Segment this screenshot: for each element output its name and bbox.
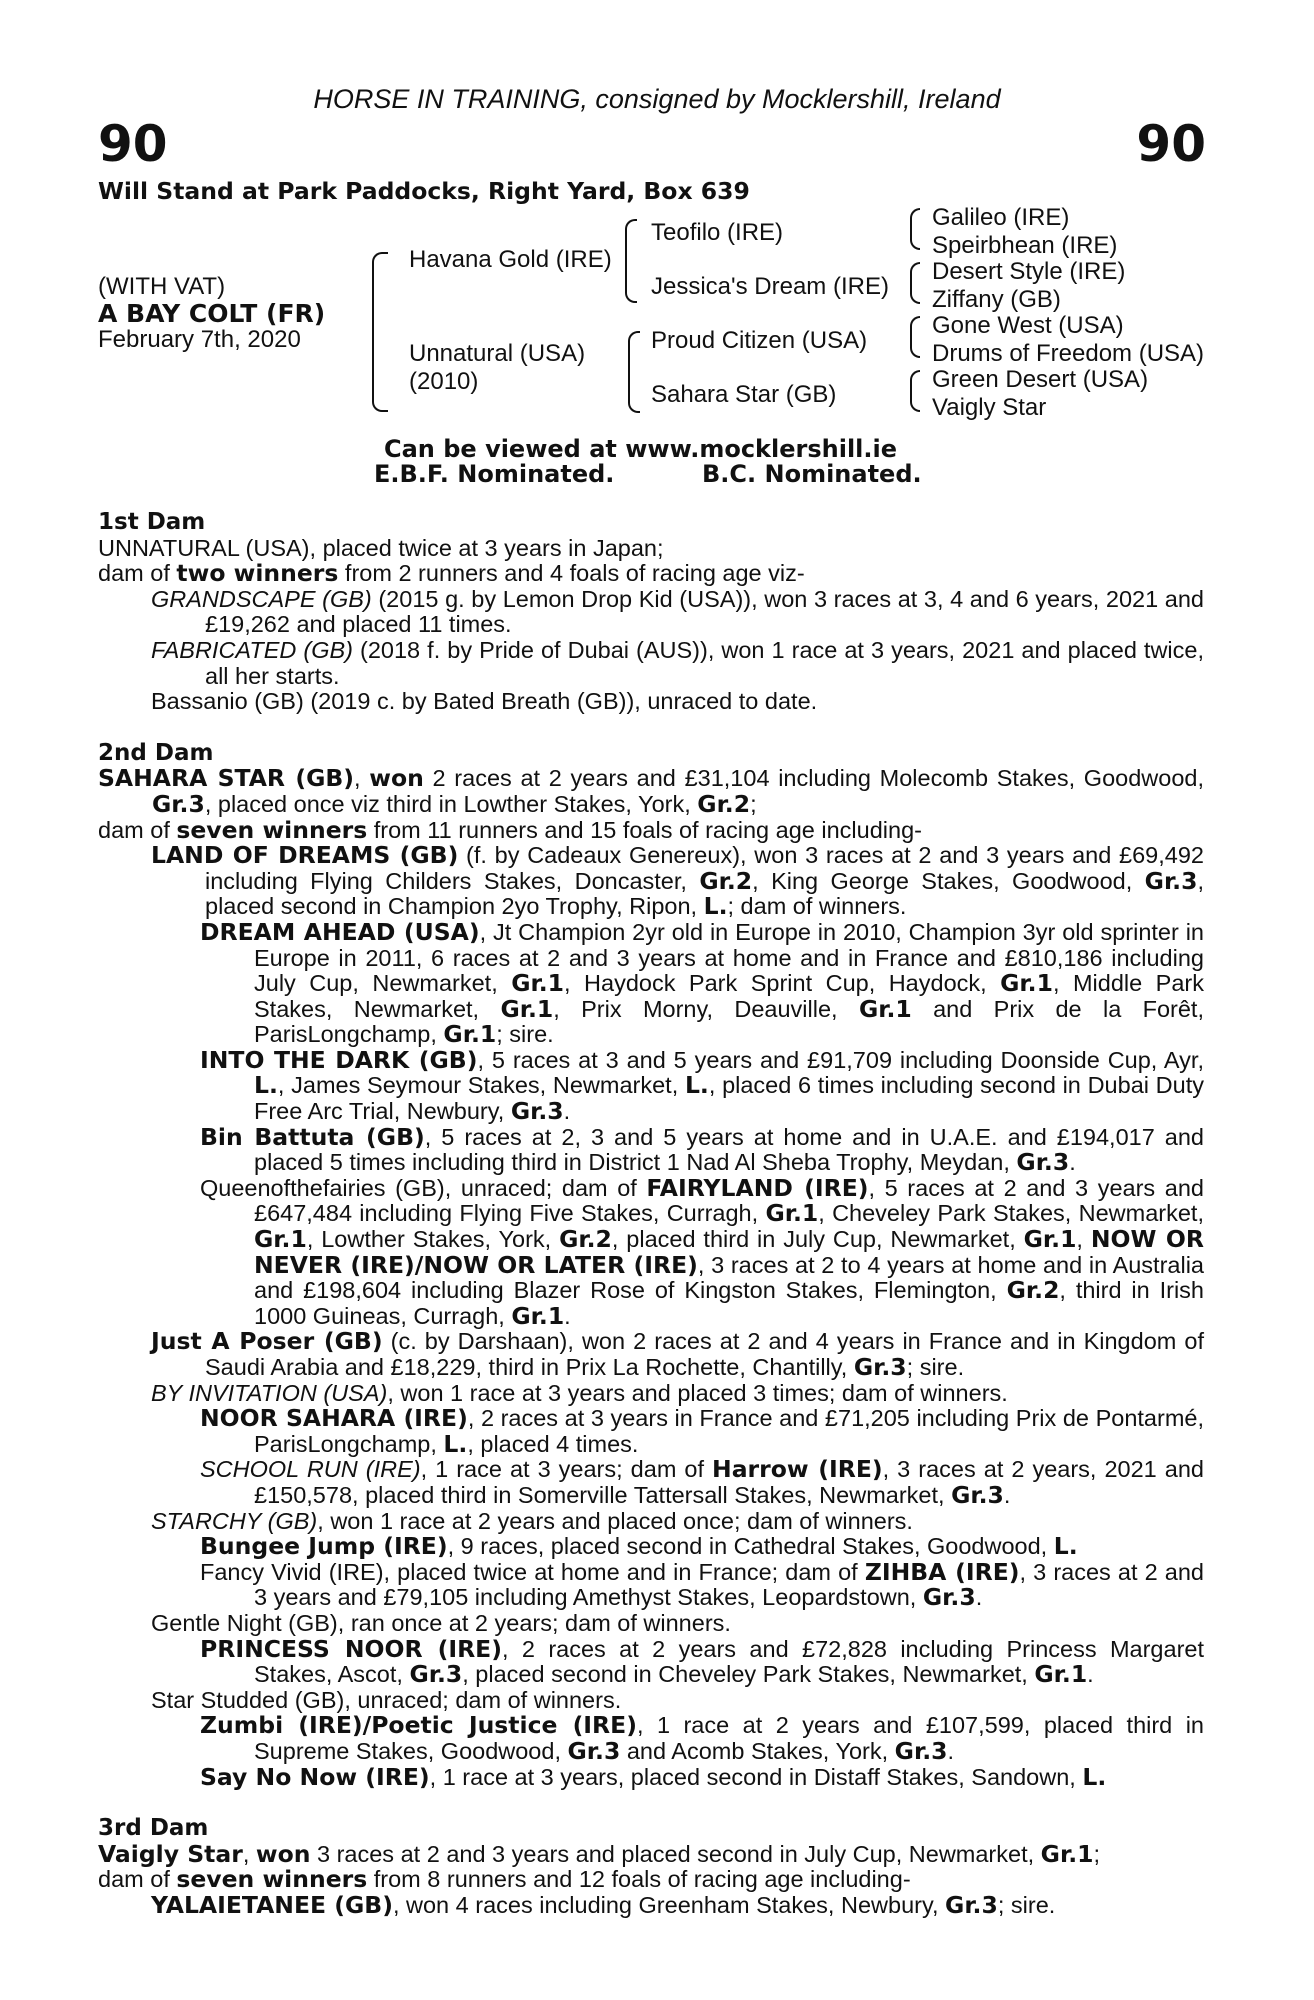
- produce-entry: [200, 1406, 1204, 1457]
- text-run: , Jt Champion 2yr old in Europe in 2010, Champion 3yr old sprinter in Europe in 2011, 6 races at 2 and 3 years at home and in France and £810,186 including July Cup, Newmarket,: [254, 918, 1204, 997]
- bold-run: DREAM AHEAD (USA): [200, 917, 480, 946]
- text-run: and Prix de la Forêt, ParisLongchamp,: [254, 995, 1204, 1048]
- pedigree-dam-dam: Sahara Star (GB): [651, 381, 837, 408]
- bold-run: ZIHBA (IRE): [864, 1557, 1020, 1586]
- horse-name: A BAY COLT (FR): [98, 299, 326, 328]
- produce-entry: [98, 1867, 1204, 1893]
- produce-entry: [151, 1688, 1204, 1714]
- section-heading: 3rd Dam: [98, 1815, 209, 1842]
- text-run: , placed second in Cheveley Park Stakes, Newmarket,: [462, 1661, 1035, 1688]
- text-run: , won 1 race at 2 years and placed once; dam of winners.: [317, 1507, 913, 1534]
- text-run: , placed 4 times.: [467, 1430, 639, 1457]
- bold-run: Gr.1: [443, 1020, 497, 1049]
- produce-entry: [98, 536, 1204, 562]
- text-run: (f. by Cadeaux Genereux), won 3 races at 2 and 3 years and £69,492 including Flying Childers Stakes, Doncaster,: [205, 842, 1204, 894]
- pedigree-ddd: Vaigly Star: [932, 394, 1047, 421]
- produce-entry: [151, 843, 1204, 920]
- bold-run: two winners: [176, 559, 339, 588]
- text-run: , Middle Park Stakes, Newmarket,: [254, 970, 1204, 1022]
- bold-run: Gr.3: [409, 1660, 463, 1689]
- text-run: , 3 races at 2 to 4 years at home and in Australia and £198,604 including Blazer Rose of Kingston Stakes, Flemington,: [254, 1251, 1204, 1304]
- produce-entry: [151, 1381, 1204, 1407]
- text-run: 2 races at 2 years and £31,104 including Molecomb Stakes, Goodwood,: [423, 765, 1204, 792]
- vat-note: (WITH VAT): [98, 273, 226, 300]
- pedigree-brace-sire: [625, 219, 637, 303]
- produce-entry: [151, 1329, 1204, 1380]
- text-run: and Acomb Stakes, York,: [620, 1737, 895, 1764]
- text-run: ;: [1093, 1840, 1101, 1867]
- text-run: , 9 races, placed second in Cathedral Stakes, Goodwood,: [447, 1533, 1054, 1560]
- bold-run: LAND OF DREAMS (GB): [151, 841, 459, 870]
- text-run: Queenofthefairies (GB), unraced; dam of: [200, 1174, 647, 1201]
- produce-entry: [98, 561, 1204, 587]
- text-run: , Haydock Park Sprint Cup, Haydock,: [564, 970, 1001, 997]
- bold-run: won: [369, 764, 424, 793]
- text-run: dam of: [98, 560, 177, 587]
- bold-run: INTO THE DARK (GB): [200, 1045, 478, 1074]
- bold-run: Gr.3: [1144, 866, 1198, 895]
- bold-run: NOW OR NEVER (IRE)/NOW OR LATER (IRE): [254, 1225, 1204, 1279]
- bold-run: Bungee Jump (IRE): [200, 1532, 448, 1561]
- bold-run: L.: [1053, 1532, 1078, 1561]
- bold-run: Gr.1: [1034, 1660, 1088, 1689]
- stand-location: Will Stand at Park Paddocks, Right Yard, Box 639: [98, 177, 750, 205]
- section-heading: 1st Dam: [98, 509, 206, 535]
- produce-entry: [151, 1890, 1204, 1919]
- bold-run: Bin Battuta (GB): [200, 1122, 425, 1151]
- bold-run: Gr.1: [858, 994, 912, 1023]
- text-run: , Lowther Stakes, York,: [306, 1226, 560, 1253]
- ebf-nomination: E.B.F. Nominated.: [374, 460, 615, 488]
- produce-entry: [151, 1611, 1204, 1637]
- pedigree-dam-sire: Proud Citizen (USA): [651, 327, 868, 354]
- bold-run: Gr.3: [894, 1736, 948, 1765]
- bold-run: Gr.2: [559, 1225, 612, 1254]
- produce-entry: [200, 1534, 1204, 1560]
- pedigree-dss: Gone West (USA): [932, 312, 1124, 339]
- bold-run: Gr.1: [511, 1301, 565, 1330]
- text-run: , Cheveley Park Stakes, Newmarket,: [818, 1200, 1204, 1227]
- text-run: , Prix Morny, Deauville,: [553, 995, 859, 1022]
- produce-entry: [98, 766, 1204, 817]
- text-run: , placed 6 times including second in Dubai Duty Free Arc Trial, Newbury,: [254, 1072, 1205, 1125]
- produce-entry: [200, 1457, 1204, 1508]
- viewing-link: Can be viewed at www.mocklershill.ie: [384, 435, 898, 463]
- bold-run: L.: [703, 892, 728, 921]
- bold-run: Just A Poser (GB): [151, 1327, 383, 1356]
- text-run: , won 4 races including Greenham Stakes, Newbury,: [392, 1891, 946, 1918]
- italic-run: FABRICATED (GB): [151, 636, 353, 663]
- section-gap: [98, 1790, 1204, 1816]
- produce-entry: [200, 1762, 1204, 1791]
- text-run: ; dam of winners.: [727, 893, 907, 920]
- bold-run: Gr.3: [152, 789, 205, 818]
- text-run: , 2 races at 2 years and £72,828 including Princess Margaret Stakes, Ascot,: [254, 1635, 1204, 1688]
- bold-run: Gr.3: [1016, 1148, 1070, 1177]
- produce-entry: [200, 1173, 1204, 1330]
- produce-record: [98, 510, 1204, 1918]
- bold-run: NOOR SAHARA (IRE): [200, 1404, 468, 1433]
- section-heading: 2nd Dam: [98, 739, 214, 766]
- bold-run: Gr.3: [922, 1583, 976, 1612]
- text-run: (2015 g. by Lemon Drop Kid (USA)), won 3 races at 3, 4 and 6 years, 2021 and £19,262 and placed 11 times.: [205, 585, 1204, 638]
- lot-number-left: 90: [98, 115, 168, 173]
- produce-entry: [200, 1634, 1204, 1689]
- pedigree-brace-sd: [910, 262, 920, 304]
- bold-run: Gr.2: [1006, 1276, 1060, 1305]
- pedigree-sire: Havana Gold (IRE): [409, 246, 612, 273]
- pedigree-dam-year: (2010): [409, 368, 479, 395]
- produce-entry: [200, 1122, 1204, 1177]
- produce-entry: [151, 689, 1204, 715]
- bold-run: Gr.1: [254, 1225, 307, 1254]
- text-run: .: [1087, 1661, 1094, 1688]
- produce-entry: [151, 638, 1204, 689]
- bold-run: Gr.2: [699, 866, 753, 895]
- text-run: , won 1 race at 3 years and placed 3 times; dam of winners.: [387, 1379, 1008, 1406]
- catalogue-header: HORSE IN TRAINING, consigned by Mocklershill, Ireland: [313, 84, 1001, 114]
- text-run: , 5 races at 2, 3 and 5 years at home and in U.A.E. and £194,017 and placed 5 times including third in District 1 Nad Al Sheba Trophy, Meydan,: [254, 1123, 1204, 1176]
- produce-entry: [200, 917, 1204, 1049]
- pedigree-brace-dd: [910, 370, 920, 412]
- italic-run: STARCHY (GB): [151, 1507, 318, 1534]
- section-gap: [98, 715, 1204, 741]
- text-run: ; sire.: [906, 1354, 965, 1380]
- text-run: ,: [1076, 1226, 1091, 1253]
- text-run: 3 races at 2 and 3 years and placed second in July Cup, Newmarket,: [310, 1840, 1041, 1867]
- pedigree-ssd: Speirbhean (IRE): [932, 232, 1118, 259]
- text-run: from 8 runners and 12 foals of racing age including-: [367, 1866, 911, 1893]
- produce-entry: [200, 1713, 1204, 1764]
- text-run: .: [564, 1302, 571, 1329]
- bold-run: Gr.1: [765, 1199, 819, 1228]
- bc-nomination: B.C. Nominated.: [702, 460, 922, 488]
- text-run: , King George Stakes, Goodwood,: [752, 867, 1145, 894]
- bold-run: Gr.1: [1000, 969, 1053, 998]
- text-run: ,: [354, 765, 370, 792]
- bold-run: Gr.3: [951, 1480, 1004, 1509]
- produce-entry: [98, 1839, 1204, 1868]
- text-run: ; sire.: [997, 1891, 1056, 1918]
- text-run: dam of: [98, 1866, 177, 1893]
- bold-run: Gr.1: [511, 969, 565, 998]
- produce-entry: [98, 815, 1204, 844]
- bold-run: seven winners: [176, 815, 368, 844]
- text-run: .: [975, 1584, 983, 1611]
- text-run: Bassanio (GB) (2019 c. by Bated Breath (GB)), unraced to date.: [151, 688, 818, 715]
- text-run: , 5 races at 3 and 5 years and £91,709 including Doonside Cup, Ayr,: [477, 1046, 1204, 1073]
- text-run: (c. by Darshaan), won 2 races at 2 and 4 years in France and in Kingdom of Saudi Arabia and £18,229, third in Prix La Rochette, Chantilly,: [205, 1328, 1204, 1380]
- text-run: ; sire.: [496, 1021, 554, 1048]
- text-run: .: [1003, 1481, 1011, 1508]
- bold-run: L.: [684, 1071, 709, 1100]
- bold-run: SAHARA STAR (GB): [98, 764, 355, 793]
- text-run: .: [947, 1737, 955, 1764]
- produce-entry: [200, 1557, 1204, 1612]
- bold-run: Vaigly Star: [98, 1839, 243, 1868]
- pedigree-brace-dam: [628, 331, 640, 413]
- pedigree-dds: Green Desert (USA): [932, 366, 1149, 393]
- produce-entry: [200, 1045, 1205, 1126]
- bold-run: Zumbi (IRE)/Poetic Justice (IRE): [200, 1711, 637, 1740]
- text-run: , James Seymour Stakes, Newmarket,: [277, 1072, 685, 1099]
- text-run: , placed once viz third in Lowther Stakes, York,: [204, 790, 698, 817]
- bold-run: Gr.1: [1023, 1225, 1077, 1254]
- text-run: Fancy Vivid (IRE), placed twice at home and in France; dam of: [200, 1558, 865, 1585]
- lot-number-right: 90: [1136, 115, 1206, 173]
- produce-entry: [151, 1509, 1204, 1535]
- bold-run: Gr.3: [945, 1890, 998, 1919]
- bold-run: Harrow (IRE): [712, 1455, 883, 1484]
- produce-entry: [151, 587, 1204, 638]
- bold-run: L.: [443, 1429, 468, 1458]
- pedigree-brace-main: [372, 252, 388, 412]
- foaling-date: February 7th, 2020: [98, 326, 301, 353]
- text-run: , 1 race at 2 years and £107,599, placed third in Supreme Stakes, Goodwood,: [254, 1712, 1205, 1764]
- text-run: , 3 races at 2 years, 2021 and £150,578, placed third in Somerville Tattersall Stakes, Newmarket,: [254, 1456, 1204, 1508]
- bold-run: Gr.3: [853, 1353, 907, 1381]
- bold-run: Gr.2: [697, 789, 751, 818]
- text-run: , 2 races at 3 years in France and £71,205 including Prix de Pontarmé, ParisLongchamp,: [254, 1405, 1205, 1457]
- text-run: , 5 races at 2 and 3 years and £647,484 including Flying Five Stakes, Curragh,: [254, 1174, 1204, 1227]
- bold-run: L.: [254, 1071, 278, 1100]
- text-run: , 1 race at 3 years; dam of: [420, 1456, 713, 1483]
- pedigree-sds: Desert Style (IRE): [932, 258, 1126, 285]
- pedigree-brace-ss: [910, 208, 920, 250]
- text-run: , third in Irish 1000 Guineas, Curragh,: [254, 1277, 1204, 1329]
- bold-run: seven winners: [176, 1865, 368, 1894]
- italic-run: SCHOOL RUN (IRE): [200, 1456, 421, 1483]
- text-run: .: [1069, 1149, 1076, 1176]
- pedigree-dam: Unnatural (USA): [409, 340, 586, 367]
- text-run: from 2 runners and 4 foals of racing age viz-: [338, 560, 805, 587]
- bold-run: Say No Now (IRE): [200, 1762, 430, 1791]
- bold-run: Gr.1: [1040, 1839, 1094, 1868]
- bold-run: Gr.3: [510, 1097, 564, 1126]
- pedigree-sdd: Ziffany (GB): [932, 286, 1061, 313]
- bold-run: PRINCESS NOOR (IRE): [200, 1634, 502, 1663]
- bold-run: FAIRYLAND (IRE): [646, 1173, 869, 1202]
- text-run: (2018 f. by Pride of Dubai (AUS)), won 1 race at 3 years, 2021 and placed twice, all her starts.: [205, 636, 1204, 689]
- bold-run: won: [255, 1839, 311, 1868]
- italic-run: BY INVITATION (USA): [151, 1379, 388, 1406]
- text-run: ,: [242, 1840, 256, 1867]
- bold-run: L.: [1082, 1762, 1107, 1791]
- text-run: Star Studded (GB), unraced; dam of winners.: [151, 1686, 622, 1713]
- text-run: , 3 races at 2 and 3 years and £79,105 including Amethyst Stakes, Leopardstown,: [254, 1558, 1204, 1611]
- bold-run: Gr.1: [500, 994, 554, 1023]
- text-run: UNNATURAL (USA), placed twice at 3 years in Japan;: [98, 534, 664, 561]
- bold-run: YALAIETANEE (GB): [151, 1890, 393, 1919]
- pedigree-sire-sire: Teofilo (IRE): [651, 219, 784, 246]
- pedigree-brace-ds: [910, 316, 920, 358]
- pedigree-sss: Galileo (IRE): [932, 204, 1070, 231]
- text-run: from 11 runners and 15 foals of racing age including-: [367, 816, 922, 843]
- bold-run: Gr.3: [567, 1736, 621, 1765]
- italic-run: GRANDSCAPE (GB): [151, 585, 372, 612]
- text-run: ;: [750, 790, 757, 817]
- text-run: .: [563, 1098, 571, 1125]
- text-run: , placed third in July Cup, Newmarket,: [611, 1226, 1024, 1253]
- text-run: Gentle Night (GB), ran once at 2 years; dam of winners.: [151, 1609, 731, 1636]
- text-run: , placed second in Champion 2yo Trophy, Ripon,: [205, 867, 1204, 920]
- text-run: dam of: [98, 816, 177, 843]
- pedigree-dsd: Drums of Freedom (USA): [932, 340, 1205, 367]
- pedigree-sire-dam: Jessica's Dream (IRE): [651, 273, 889, 300]
- text-run: , 1 race at 3 years, placed second in Distaff Stakes, Sandown,: [429, 1763, 1083, 1790]
